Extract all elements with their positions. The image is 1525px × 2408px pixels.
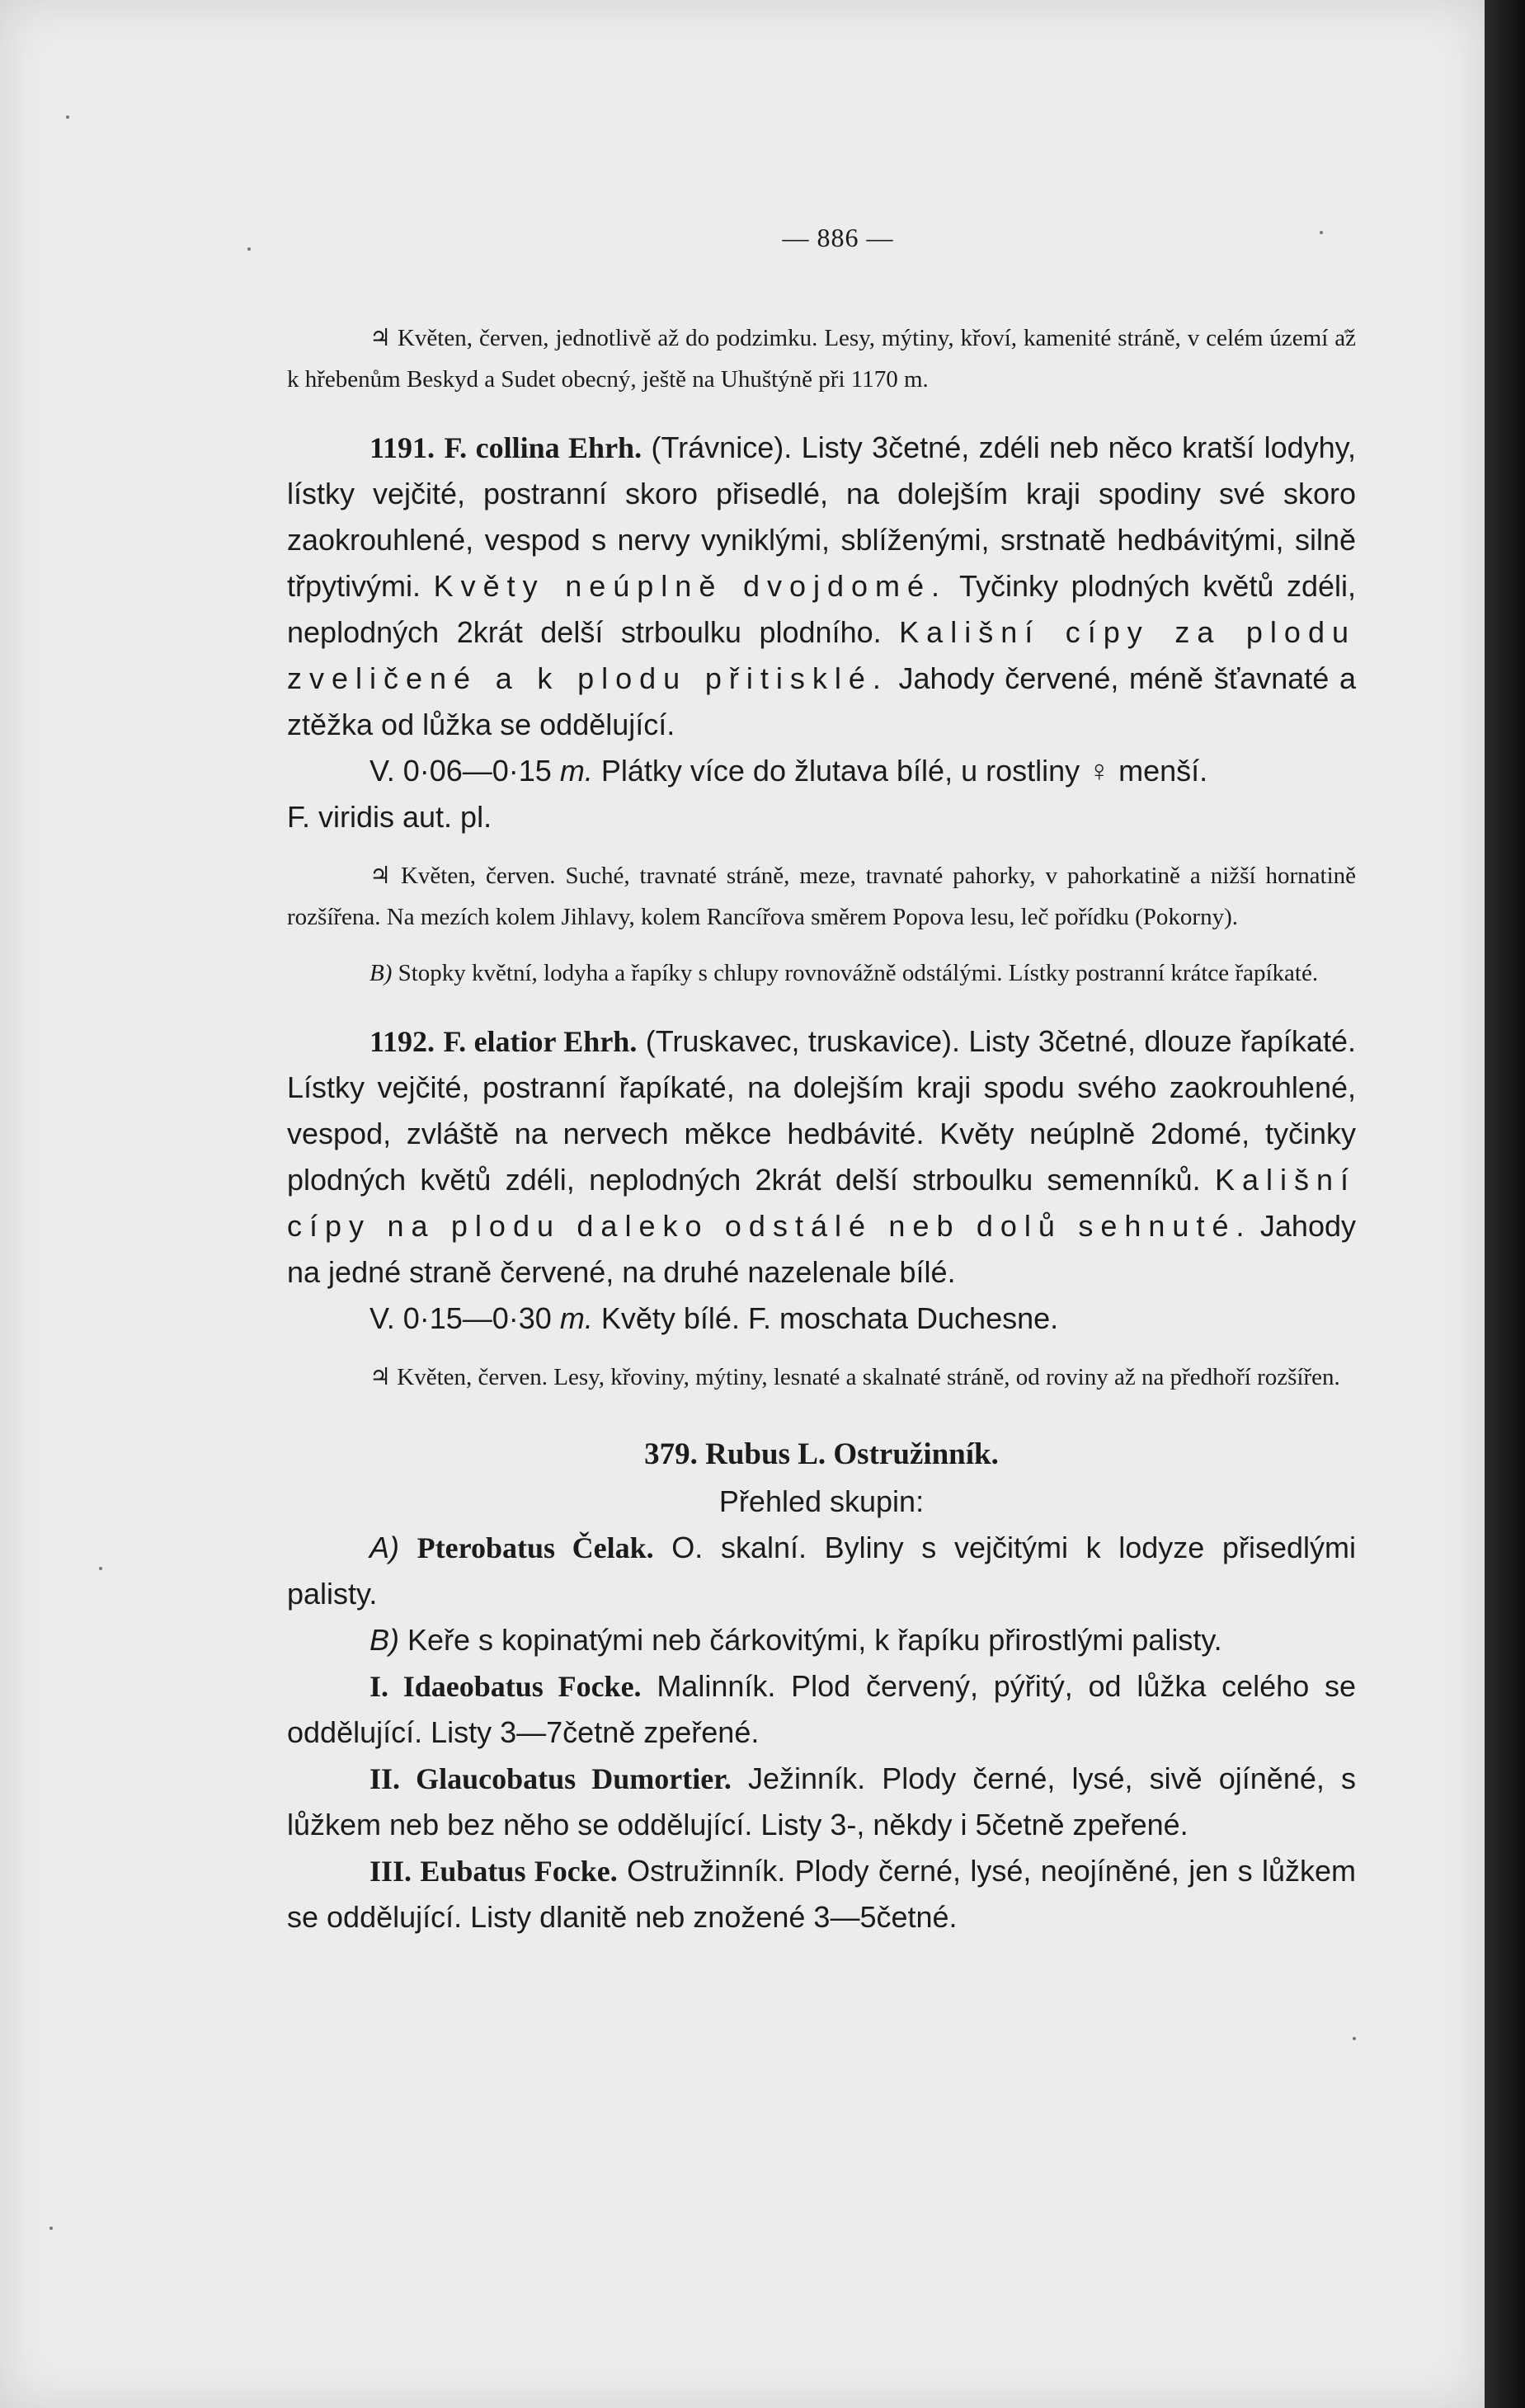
description-text: Květy bílé. F. moschata Duchesne. bbox=[600, 1301, 1059, 1335]
entry-1191-description bbox=[287, 425, 1356, 748]
description-text: Jahody na jedné straně červené, na druhé nazelenale bílé. bbox=[287, 1209, 1356, 1289]
note-text: Květen, červen. Suché, travnaté stráně, meze, travnaté pahorky, v pahorkatině a nižší hornatině rozšířena. Na mezích kolem Jihlavy, kolem Rancířova směrem Popova lesu, leč pořídku (Pokorny). bbox=[287, 863, 1357, 930]
spacer bbox=[287, 400, 1356, 425]
page-number: — 886 — bbox=[782, 223, 894, 252]
description-text: Tyčinky plodných květů zdéli, neplodných 2krát delší strboulku plodního. bbox=[287, 569, 1356, 649]
species-name: F. collina Ehrh. bbox=[444, 431, 642, 464]
spaced-emphasis: Kališní cípy za plodu zveličené a k plodu přitisklé. bbox=[287, 615, 1356, 695]
entry-1192-habitat-note bbox=[287, 1357, 1356, 1398]
spacer bbox=[287, 1342, 1356, 1357]
entry-1191-dimensions bbox=[287, 748, 1356, 794]
group-a bbox=[287, 1525, 1356, 1617]
entry-1190-note bbox=[287, 317, 1356, 400]
paper-speck bbox=[1353, 2037, 1356, 2040]
height-range: V. 0·06—0·15 bbox=[369, 754, 552, 788]
spaced-emphasis: Kališní cípy na plodu daleko odstálé neb dolů sehnuté. bbox=[287, 1163, 1356, 1243]
paper-speck bbox=[49, 2227, 53, 2230]
genus-heading: 379. Rubus L. Ostružinník. bbox=[644, 1437, 999, 1471]
subgenus-text: Ostružinník. Plody černé, lysé, neojíněné, jen s lůžkem se oddělující. Listy dlanitě neb znožené 3—5četné. bbox=[287, 1854, 1356, 1934]
common-name: (Trávnice). bbox=[651, 430, 793, 464]
entry-1192-dimensions bbox=[287, 1296, 1356, 1342]
group-name: Pterobatus Čelak. bbox=[417, 1531, 654, 1564]
note-text: Květen, červen. Lesy, křoviny, mýtiny, lesnaté a skalnaté stráně, od roviny až na předhoří rozšířen. bbox=[397, 1364, 1340, 1390]
variety-name: F. viridis aut. pl. bbox=[287, 800, 492, 834]
paper-speck bbox=[247, 247, 251, 251]
subgenus-text: Ježinník. Plody černé, lysé, sivě ojíněné, s lůžkem neb bez něho se oddělující. Listy 3-, někdy i 5četně zpeřené. bbox=[287, 1761, 1356, 1841]
entry-1191-beta-note bbox=[287, 952, 1356, 994]
variety-label: B) bbox=[369, 960, 393, 986]
perennial-symbol: ♃ bbox=[369, 1364, 391, 1390]
scan-edge bbox=[1485, 0, 1525, 2408]
subgenus-name: I. Idaeobatus Focke. bbox=[369, 1670, 642, 1703]
group-text: Keře s kopinatými neb čárkovitými, k řapíku přirostlými palisty. bbox=[407, 1623, 1222, 1657]
description-text: Plátky více do žlutava bílé, u rostliny ♀ menší. bbox=[600, 754, 1208, 788]
note-text: Květen, červen, jednotlivě až do podzimku. Lesy, mýtiny, křoví, kamenité stráně, v celém území až k hřebenům Beskyd a Sudet obecný, ještě na Uhuštýně při 1170 m. bbox=[287, 325, 1356, 393]
height-range: V. 0·15—0·30 bbox=[369, 1301, 552, 1335]
entry-1191-habitat-note bbox=[287, 855, 1356, 938]
spacer bbox=[287, 994, 1356, 1018]
group-label: A) bbox=[369, 1531, 399, 1564]
unit: m. bbox=[559, 754, 593, 788]
perennial-symbol: ♃ bbox=[369, 863, 391, 889]
entry-1192-description bbox=[287, 1018, 1356, 1296]
group-b bbox=[287, 1617, 1356, 1663]
note-text: Stopky květní, lodyha a řapíky s chlupy rovnovážně odstálými. Lístky postranní krátce řapíkaté. bbox=[398, 960, 1319, 986]
description-text: Listy 3četné, dlouze řapíkaté. Lístky vejčité, postranní řapíkaté, na dolejším kraji spodu svého zaokrouhlené, vespod, zvláště na nervech měkce hedbávité. Květy neúplně 2domé, tyčinky plodných květů zdéli, neplodných 2krát delší strboulku semenníků. bbox=[287, 1024, 1356, 1197]
subgenus-text: Malinník. Plod červený, pýřitý, od lůžka celého se oddělující. Listy 3—7četně zpeřené. bbox=[287, 1669, 1356, 1749]
subgenus-3 bbox=[287, 1848, 1356, 1940]
group-text: O. skalní. Byliny s vejčitými k lodyze přisedlými palisty. bbox=[287, 1531, 1356, 1611]
spacer bbox=[287, 938, 1356, 952]
subgenus-name: II. Glaucobatus Dumortier. bbox=[369, 1762, 732, 1795]
entry-number: 1192. bbox=[369, 1025, 435, 1058]
unit: m. bbox=[559, 1301, 593, 1335]
spacer bbox=[287, 840, 1356, 855]
perennial-symbol: ♃ bbox=[369, 325, 391, 351]
spaced-emphasis: Květy neúplně dvojdomé. bbox=[433, 569, 948, 603]
species-name: F. elatior Ehrh. bbox=[443, 1025, 638, 1058]
group-label: B) bbox=[369, 1623, 399, 1657]
subgenus-name: III. Eubatus Focke. bbox=[369, 1855, 618, 1888]
paper-speck bbox=[99, 1567, 102, 1570]
entry-number: 1191. bbox=[369, 431, 435, 464]
description-text: Listy 3četné, zdéli neb něco kratší lodyhy, lístky vejčité, postranní skoro přisedlé, na dolejším kraji spodiny své skoro zaokrouhlené, vespod s nervy vyniklými, sblíženými, srstnatě hedbávitými, silně třpytivými. bbox=[287, 430, 1356, 603]
description-text: Jahody červené, méně šťavnaté a ztěžka od lůžka se oddělující. bbox=[287, 661, 1356, 741]
page-content bbox=[287, 223, 1356, 1940]
overview-subheading: Přehled skupin: bbox=[718, 1484, 925, 1518]
common-name: (Truskavec, truskavice). bbox=[645, 1024, 960, 1058]
subgenus-1 bbox=[287, 1663, 1356, 1756]
paper-speck bbox=[66, 115, 69, 119]
spacer bbox=[287, 1398, 1356, 1431]
subgenus-2 bbox=[287, 1756, 1356, 1848]
